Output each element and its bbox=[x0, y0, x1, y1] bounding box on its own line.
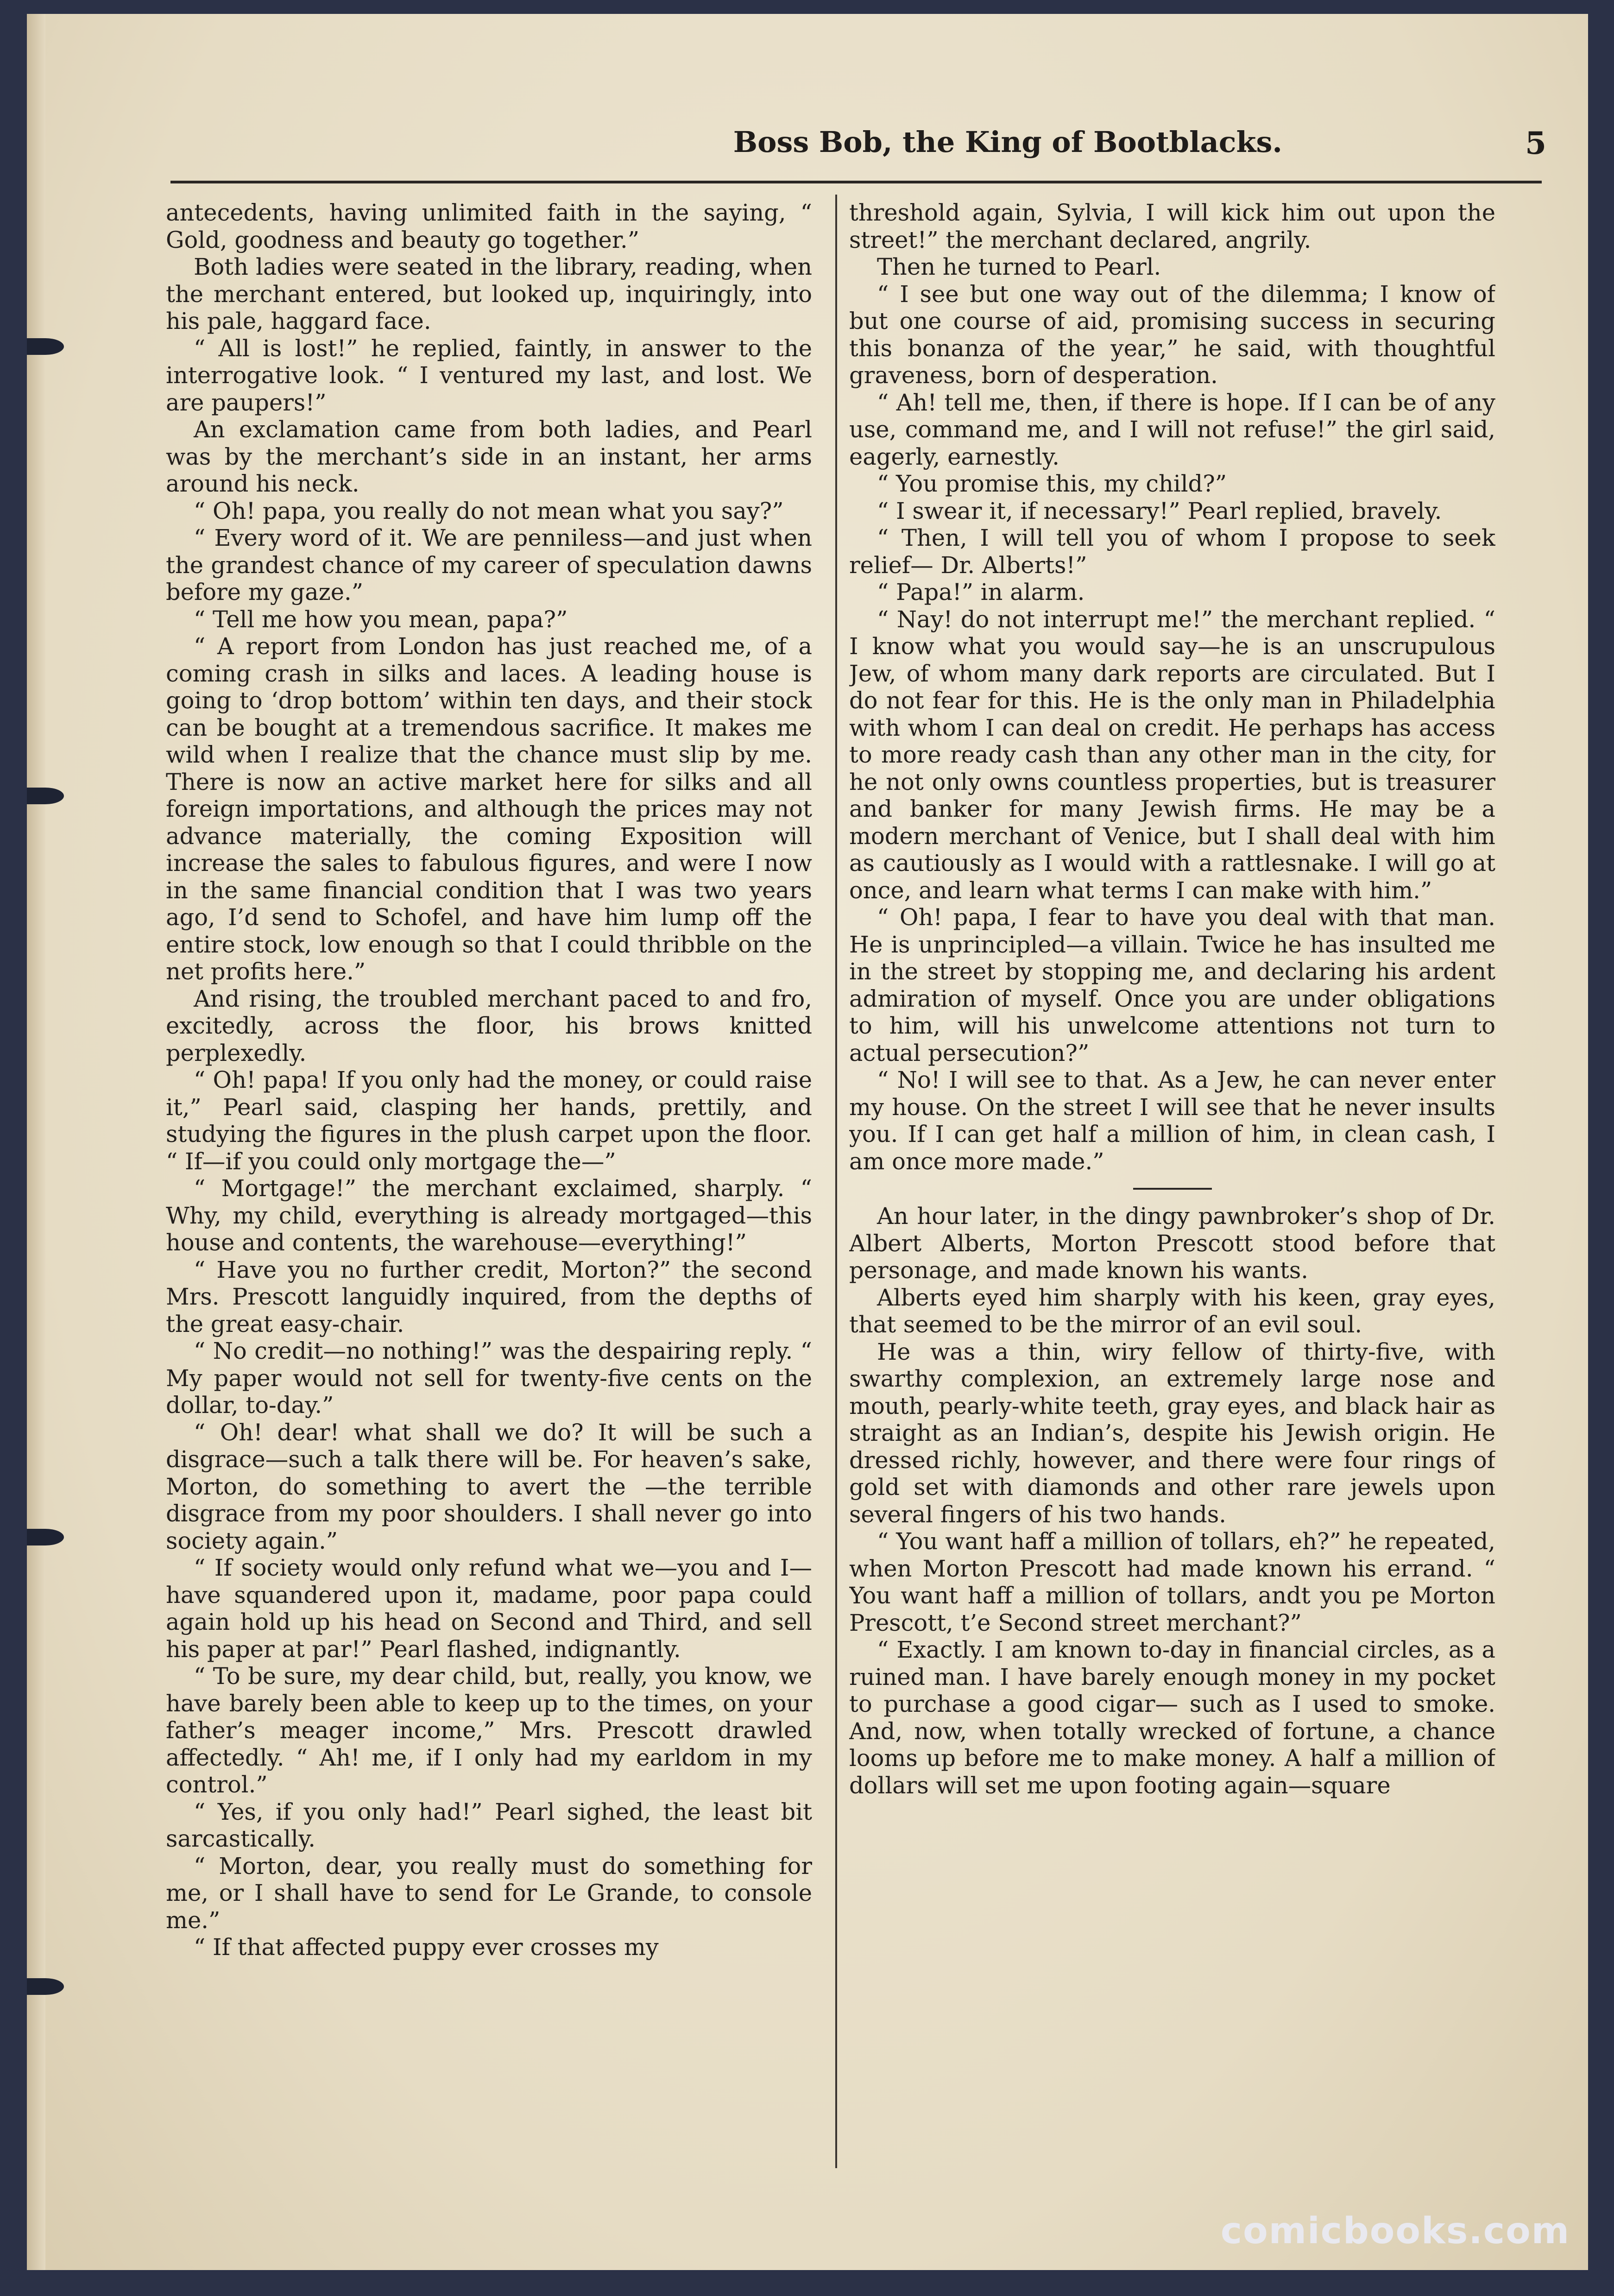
paragraph: “ Nay! do not interrupt me!” the merchant replied. “ I know what you would say—he is an unscrupulous Jew, of whom many dark reports are circulated. But I do not fear for this. He is the only man in Philadelphia with whom I can deal on credit. He perhaps has access to more ready cash than any other man in the city, for he not only owns countless properties, but is treasurer and banker for many Jewish firms. He may be a modern merchant of Venice, but I shall deal with him as cautiously as I would with a rattlesnake. I will go at once, and learn what terms I can make with him.” bbox=[849, 606, 1495, 904]
paragraph: Alberts eyed him sharply with his keen, gray eyes, that seemed to be the mirror of an evil soul. bbox=[849, 1284, 1495, 1338]
running-title: Boss Bob, the King of Bootblacks. bbox=[733, 125, 1282, 159]
section-break-rule bbox=[1133, 1188, 1212, 1190]
paragraph: “ Oh! dear! what shall we do? It will be such a disgrace—such a talk there will be. For heaven’s sake, Morton, do something to avert the —the terrible disgrace from my poor shoulders. I shall never go into society again.” bbox=[166, 1419, 812, 1554]
paragraph: “ Oh! papa, you really do not mean what you say?” bbox=[194, 497, 784, 524]
paragraph: “ Then, I will tell you of whom I propose to seek relief— Dr. Alberts!” bbox=[849, 524, 1495, 579]
paragraph: “ I see but one way out of the dilemma; I know of but one course of aid, promising success in securing this bonanza of the year,” he said, with thoughtful graveness, born of desperation. bbox=[849, 280, 1495, 389]
paragraph: “ You promise this, my child?” bbox=[877, 470, 1227, 497]
right-column bbox=[849, 199, 1495, 2173]
paragraph: Then he turned to Pearl. bbox=[877, 253, 1161, 280]
paragraph: “ Oh! papa! If you only had the money, or could raise it,” Pearl said, clasping her hands, prettily, and studying the figures in the plush carpet upon the floor. “ If—if you could only mortgage the—” bbox=[166, 1066, 812, 1175]
binding-hole bbox=[27, 1978, 64, 1995]
paragraph: “ Mortgage!” the merchant exclaimed, sharply. “ Why, my child, everything is already mortgaged—this house and contents, the warehouse—everything!” bbox=[166, 1175, 812, 1256]
paragraph: “ Every word of it. We are penniless—and just when the grandest chance of my career of speculation dawns before my gaze.” bbox=[166, 524, 812, 606]
paragraph: “ Have you no further credit, Morton?” the second Mrs. Prescott languidly inquired, from the depths of the great easy-chair. bbox=[166, 1256, 812, 1337]
binding-hole bbox=[27, 1529, 64, 1545]
paragraph: Both ladies were seated in the library, reading, when the merchant entered, but looked up, inquiringly, into his pale, haggard face. bbox=[166, 253, 812, 334]
paragraph: He was a thin, wiry fellow of thirty-five, with swarthy complexion, an extremely large nose and mouth, pearly-white teeth, gray eyes, and black hair as straight as an Indian’s, despite his Jewish origin. He dressed richly, however, and there were four rings of gold set with diamonds and other rare jewels upon several fingers of his two hands. bbox=[849, 1338, 1495, 1528]
paragraph: “ A report from London has just reached me, of a coming crash in silks and laces. A leading house is going to ‘drop bottom’ within ten days, and their stock can be bought at a tremendous sacrifice. It makes me wild when I realize that the chance must slip by me. There is now an active market here for silks and all foreign importations, and although the prices may not advance materially, the coming Exposition will increase the sales to fabulous figures, and were I now in the same financial condition that I was two years ago, I’d send to Schofel, and have him lump off the entire stock, low enough so that I could thribble on the net profits here.” bbox=[166, 633, 812, 985]
left-column bbox=[166, 199, 812, 2173]
paragraph: An exclamation came from both ladies, and Pearl was by the merchant’s side in an instant, her arms around his neck. bbox=[166, 416, 812, 497]
paragraph: “ Exactly. I am known to-day in financial circles, as a ruined man. I have barely enough money in my pocket to purchase a good cigar— such as I used to smoke. And, now, when totally wrecked of fortune, a chance looms up before me to make money. A half a million of dollars will set me upon footing again—square bbox=[849, 1636, 1495, 1799]
paragraph: An hour later, in the dingy pawnbroker’s shop of Dr. Albert Alberts, Morton Prescott stood before that personage, and made known his wants. bbox=[849, 1203, 1495, 1284]
paragraph: threshold again, Sylvia, I will kick him out upon the street!” the merchant declared, angrily. bbox=[849, 199, 1495, 253]
header-rule bbox=[170, 181, 1542, 183]
binding-hole bbox=[27, 338, 64, 355]
paragraph: “ If society would only refund what we—you and I—have squandered upon it, madame, poor papa could again hold up his head on Second and Third, and sell his paper at par!” Pearl flashed, indignantly. bbox=[166, 1554, 812, 1663]
paragraph: “ To be sure, my dear child, but, really, you know, we have barely been able to keep up to the times, on your father’s meager income,” Mrs. Prescott drawled affectedly. “ Ah! me, if I only had my earldom in my control.” bbox=[166, 1663, 812, 1798]
paragraph: “ If that affected puppy ever crosses my bbox=[194, 1934, 659, 1961]
watermark: comicbooks.com bbox=[1220, 2210, 1570, 2252]
paragraph: antecedents, having unlimited faith in the saying, “ Gold, goodness and beauty go together.” bbox=[166, 199, 812, 253]
paragraph: “ Tell me how you mean, papa?” bbox=[194, 606, 568, 633]
paragraph: “ Morton, dear, you really must do something for me, or I shall have to send for Le Grande, to console me.” bbox=[166, 1852, 812, 1934]
paragraph: “ Yes, if you only had!” Pearl sighed, the least bit sarcastically. bbox=[166, 1798, 812, 1852]
paragraph: And rising, the troubled merchant paced to and fro, excitedly, across the floor, his brows knitted perplexedly. bbox=[166, 985, 812, 1066]
paragraph: “ All is lost!” he replied, faintly, in answer to the interrogative look. “ I ventured my last, and lost. We are paupers!” bbox=[166, 334, 812, 416]
running-header bbox=[166, 111, 1546, 185]
paragraph: “ You want haff a million of tollars, eh?” he repeated, when Morton Prescott had made known his errand. “ You want haff a million of tollars, andt you pe Morton Prescott, t’e Second street merchant?” bbox=[849, 1528, 1495, 1636]
paragraph: “ Ah! tell me, then, if there is hope. If I can be of any use, command me, and I will not refuse!” the girl said, eagerly, earnestly. bbox=[849, 389, 1495, 470]
paragraph: “ No credit—no nothing!” was the despairing reply. “ My paper would not sell for twenty-five cents on the dollar, to-day.” bbox=[166, 1337, 812, 1419]
column-divider bbox=[835, 195, 837, 2168]
paragraph: “ No! I will see to that. As a Jew, he can never enter my house. On the street I will see that he never insults you. If I can get half a million of him, in clean cash, I am once more made.” bbox=[849, 1066, 1495, 1175]
page-number: 5 bbox=[1525, 125, 1546, 161]
magazine-page bbox=[27, 14, 1588, 2270]
paragraph: “ Papa!” in alarm. bbox=[877, 579, 1085, 606]
paragraph: “ Oh! papa, I fear to have you deal with that man. He is unprincipled—a villain. Twice he has insulted me in the street by stopping me, and declaring his ardent admiration of myself. Once you are under obligations to him, will his unwelcome attentions not turn to actual persecution?” bbox=[849, 904, 1495, 1066]
binding-hole bbox=[27, 788, 64, 804]
paragraph: “ I swear it, if necessary!” Pearl replied, bravely. bbox=[877, 497, 1442, 524]
